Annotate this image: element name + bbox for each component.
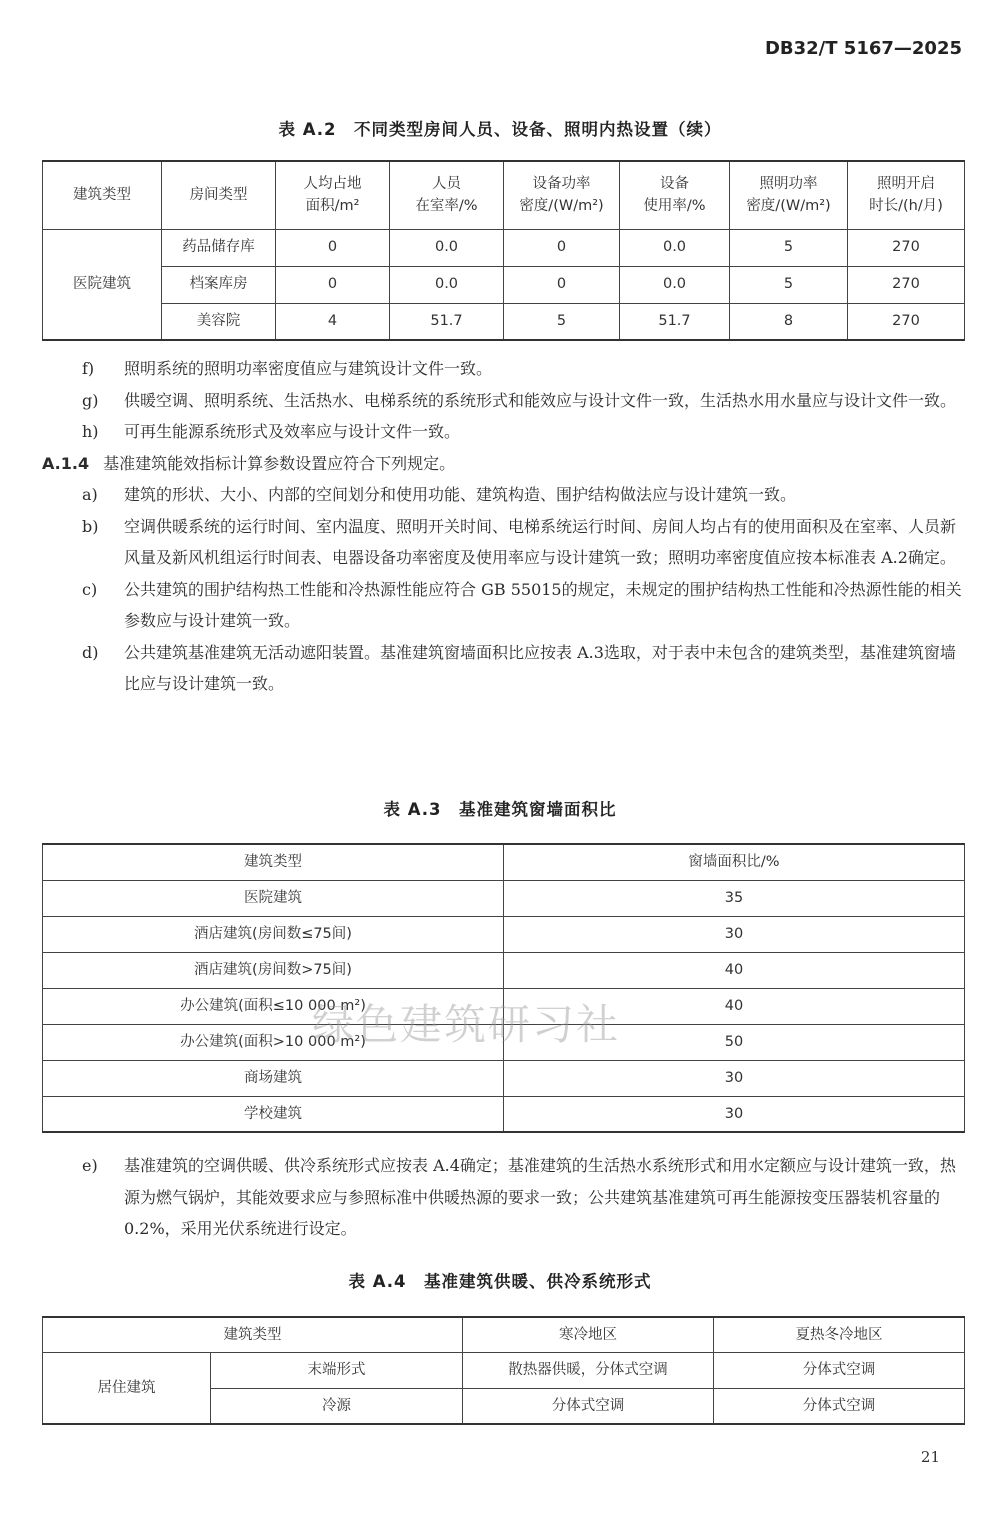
table-cell: 30: [504, 1096, 965, 1132]
body-text-block: [42, 353, 962, 700]
header-cell: 照明功率 密度/(W/m²): [730, 161, 848, 229]
clause-number: A.1.4: [42, 453, 90, 473]
table-row: [43, 1096, 965, 1132]
list-item: [42, 416, 962, 448]
table-cell: 药品储存库: [162, 229, 276, 266]
list-text: 建筑的形状、大小、内部的空间划分和使用功能、建筑构造、围护结构做法应与设计建筑一致。: [124, 485, 797, 504]
table-a4: [42, 1316, 965, 1425]
table-cell: 5: [730, 229, 848, 266]
table-cell: 30: [504, 916, 965, 952]
table-cell: 散热器供暖，分体式空调: [463, 1352, 714, 1388]
table-row: [43, 988, 965, 1024]
list-text: 公共建筑基准建筑无活动遮阳装置。基准建筑窗墙面积比应按表 A.3选取，对于表中未包含的建筑类型，基准建筑窗墙比应与设计建筑一致。: [124, 642, 956, 693]
clause-text: 基准建筑能效指标计算参数设置应符合下列规定。: [103, 453, 456, 473]
list-marker: g): [82, 390, 99, 410]
table-cell: 分体式空调: [463, 1388, 714, 1424]
table-cell: 0: [504, 266, 620, 303]
table-cell: 酒店建筑(房间数≤75间): [43, 916, 504, 952]
body-text-block: [42, 1150, 962, 1245]
list-item: [42, 385, 962, 417]
table-row: [43, 266, 965, 303]
list-marker: d): [82, 642, 99, 662]
standard-code: DB32/T 5167—2025: [764, 38, 962, 59]
table-cell: 5: [730, 266, 848, 303]
table-a3-caption: 表 A.3 基准建筑窗墙面积比: [383, 800, 617, 819]
list-text: 供暖空调、照明系统、生活热水、电梯系统的系统形式和能效应与设计文件一致，生活热水用水量应与设计文件一致。: [124, 390, 957, 410]
table-cell: 分体式空调: [714, 1352, 965, 1388]
list-item: [42, 511, 962, 574]
table-cell: 商场建筑: [43, 1060, 504, 1096]
table-cell: 酒店建筑(房间数>75间): [43, 952, 504, 988]
table-cell: 0.0: [620, 266, 730, 303]
table-cell: 270: [848, 266, 965, 303]
table-cell: 50: [504, 1024, 965, 1060]
building-type-cell: 医院建筑: [43, 229, 162, 340]
table-row: [43, 880, 965, 916]
table-cell: 办公建筑(面积>10 000 m²): [43, 1024, 504, 1060]
list-marker: f): [82, 359, 95, 378]
header-cell: 照明开启 时长/(h/月): [848, 161, 965, 229]
table-cell: 0: [276, 229, 390, 266]
list-text: 公共建筑的围护结构热工性能和冷热源性能应符合 GB 55015的规定，未规定的围护结构热工性能和冷热源性能的相关参数应与设计建筑一致。: [124, 579, 962, 630]
table-a4-caption: 表 A.4 基准建筑供暖、供冷系统形式: [348, 1272, 652, 1291]
table-cell: 40: [504, 988, 965, 1024]
table-cell: 0.0: [620, 229, 730, 266]
list-item: [42, 1150, 962, 1245]
table-cell: 办公建筑(面积≤10 000 m²): [43, 988, 504, 1024]
list-item: [42, 574, 962, 637]
list-text: 基准建筑的空调供暖、供冷系统形式应按表 A.4确定；基准建筑的生活热水系统形式和用水定额应与设计建筑一致，热源为燃气锅炉，其能效要求应与参照标准中供暖热源的要求一致；公共建筑基准建筑可再生能源按变压器装机容量的0.2%，采用光伏系统进行设定。: [124, 1156, 956, 1238]
table-cell: 0.0: [390, 266, 504, 303]
list-marker: e): [82, 1156, 98, 1175]
table-cell: 51.7: [620, 303, 730, 340]
table-cell: 医院建筑: [43, 880, 504, 916]
page-number: 21: [920, 1448, 940, 1466]
header-cell: 人均占地 面积/m²: [276, 161, 390, 229]
table-cell: 8: [730, 303, 848, 340]
header-cell: 建筑类型: [43, 161, 162, 229]
table-row: [43, 916, 965, 952]
table-row: [43, 1352, 965, 1388]
list-item: [42, 353, 962, 385]
table-cell: 0: [276, 266, 390, 303]
header-cell: 寒冷地区: [463, 1317, 714, 1352]
list-item: [42, 637, 962, 700]
table-cell: 0.0: [390, 229, 504, 266]
list-text: 空调供暖系统的运行时间、室内温度、照明开关时间、电梯系统运行时间、房间人均占有的使用面积及在室率、人员新风量及新风机组运行时间表、电器设备功率密度及使用率应与设计建筑一致；照明功率密度值应按本标准表 A.2确定。: [124, 516, 957, 567]
table-cell: 270: [848, 229, 965, 266]
header-cell: 人员 在室率/%: [390, 161, 504, 229]
list-item: [42, 479, 962, 511]
table-row: [43, 1024, 965, 1060]
list-marker: c): [82, 579, 98, 599]
table-cell: 35: [504, 880, 965, 916]
header-cell: 夏热冬冷地区: [714, 1317, 965, 1352]
table-cell: 分体式空调: [714, 1388, 965, 1424]
table-row: [43, 303, 965, 340]
table-cell: 5: [504, 303, 620, 340]
building-type-cell: 居住建筑: [43, 1352, 211, 1424]
table-cell: 档案库房: [162, 266, 276, 303]
table-row: [43, 1060, 965, 1096]
header-cell: 窗墙面积比/%: [504, 844, 965, 880]
table-cell: 0: [504, 229, 620, 266]
header-cell: 设备 使用率/%: [620, 161, 730, 229]
table-cell: 冷源: [211, 1388, 463, 1424]
table-cell: 学校建筑: [43, 1096, 504, 1132]
table-a2-caption: 表 A.2 不同类型房间人员、设备、照明内热设置（续）: [278, 120, 722, 139]
header-cell: 房间类型: [162, 161, 276, 229]
table-cell: 30: [504, 1060, 965, 1096]
watermark: 绿色建筑研习社: [312, 1000, 621, 1049]
table-cell: 40: [504, 952, 965, 988]
clause-a14: [42, 448, 962, 480]
list-marker: a): [82, 485, 98, 504]
list-text: 照明系统的照明功率密度值应与建筑设计文件一致。: [124, 359, 493, 378]
table-cell: 末端形式: [211, 1352, 463, 1388]
header-cell: 设备功率 密度/(W/m²): [504, 161, 620, 229]
table-a3: [42, 843, 965, 1133]
header-cell: 建筑类型: [43, 1317, 463, 1352]
table-cell: 美容院: [162, 303, 276, 340]
table-row: [43, 229, 965, 266]
table-row: [43, 952, 965, 988]
table-cell: 270: [848, 303, 965, 340]
table-cell: 51.7: [390, 303, 504, 340]
header-cell: 建筑类型: [43, 844, 504, 880]
list-marker: b): [82, 516, 99, 536]
table-cell: 4: [276, 303, 390, 340]
list-marker: h): [82, 422, 99, 441]
list-text: 可再生能源系统形式及效率应与设计文件一致。: [124, 422, 461, 441]
table-a2: [42, 160, 965, 341]
